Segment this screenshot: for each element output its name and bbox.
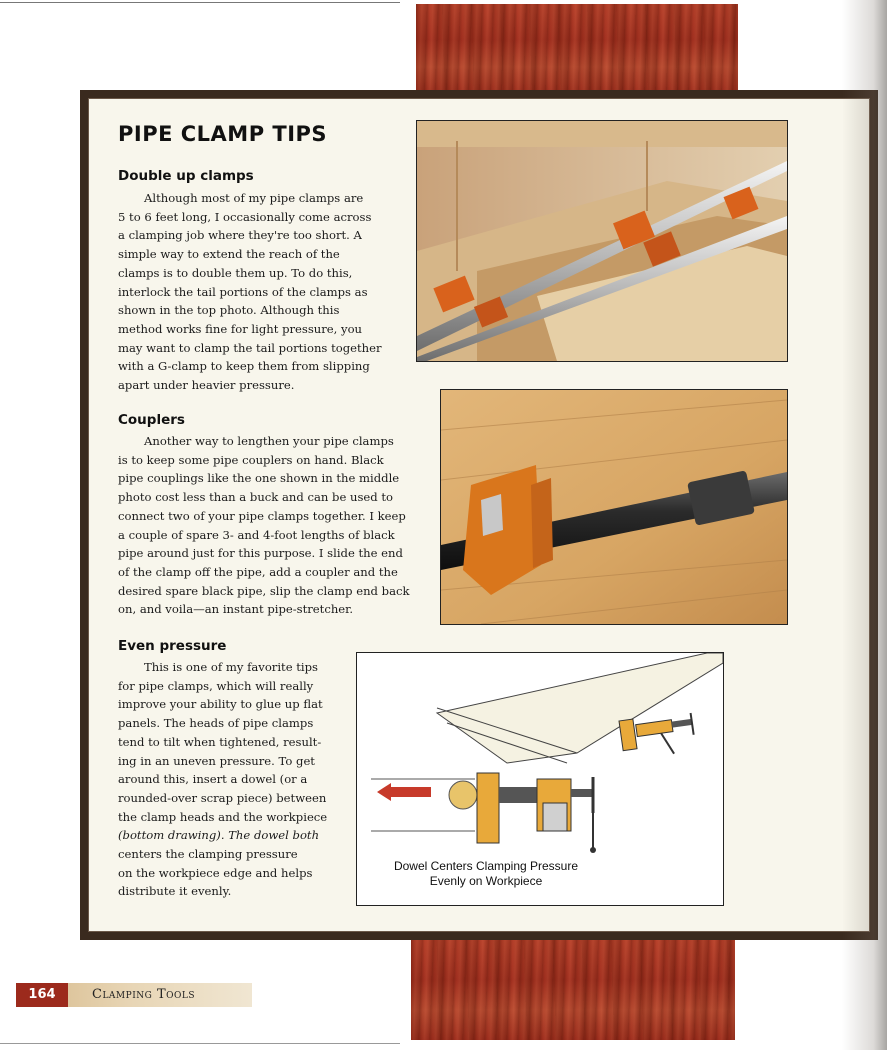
- photo-interlocked-clamps-image: [417, 121, 787, 361]
- top-rule: [0, 2, 400, 3]
- section-body-even-pressure: This is one of my favorite tips for pipe clamps, which will really improve your ability to glue up flat panels. The heads of pipe clamps tend to tilt when tightened, result- ing in an uneven pressure. To get around this, insert a dowel (or a rounded-over scrap piece) between the clamp heads and the workpiece (bottom drawing). The dowel both centers the clamping pressure on the workpiece edge and helps distribute it evenly.: [118, 660, 328, 899]
- bottom-rule: [0, 1043, 400, 1044]
- section-body-double-up: Although most of my pipe clamps are 5 to 6 feet long, I occasionally come across a clamping job where they're too short. A simple way to extend the reach of the clamps is to double them up. To do this, interlock the tail portions of the clamps as shown in the top photo. Although this method works fine for light pressure, you may want to clamp the tail portions together with a G-clamp to keep them from slipping apart under heavier pressure.: [118, 191, 382, 393]
- drawing-dowel-clamping: [356, 652, 724, 906]
- wood-background-top: [416, 4, 738, 94]
- wood-background-bottom: [411, 940, 735, 1040]
- section-heading-couplers: Couplers: [118, 412, 185, 428]
- drawing-caption: Dowel Centers Clamping Pressure Evenly on Workpiece: [393, 859, 579, 888]
- section-heading-double-up: Double up clamps: [118, 168, 254, 184]
- photo-pipe-coupler: [440, 389, 788, 625]
- page-number: 164: [16, 983, 68, 1007]
- tips-panel: [80, 90, 878, 940]
- photo-interlocked-clamps: [416, 120, 788, 362]
- photo-pipe-coupler-image: [441, 390, 787, 624]
- section-body-couplers: Another way to lengthen your pipe clamps is to keep some pipe couplers on hand. Black pipe couplings like the one shown in the middle photo cost less than a buck and can be used to connect two of your pipe clamps together. I keep a couple of spare 3- and 4-foot lengths of black pipe around just for this purpose. I slide the end of the clamp off the pipe, add a coupler and the desired spare black pipe, slip the clamp end back on, and voila—an instant pipe-stretcher.: [118, 434, 410, 617]
- page-title: PIPE CLAMP TIPS: [118, 122, 328, 146]
- page-gutter-shadow: [842, 0, 887, 1050]
- section-heading-even-pressure: Even pressure: [118, 638, 227, 654]
- footer-section-title: Clamping Tools: [92, 987, 196, 1002]
